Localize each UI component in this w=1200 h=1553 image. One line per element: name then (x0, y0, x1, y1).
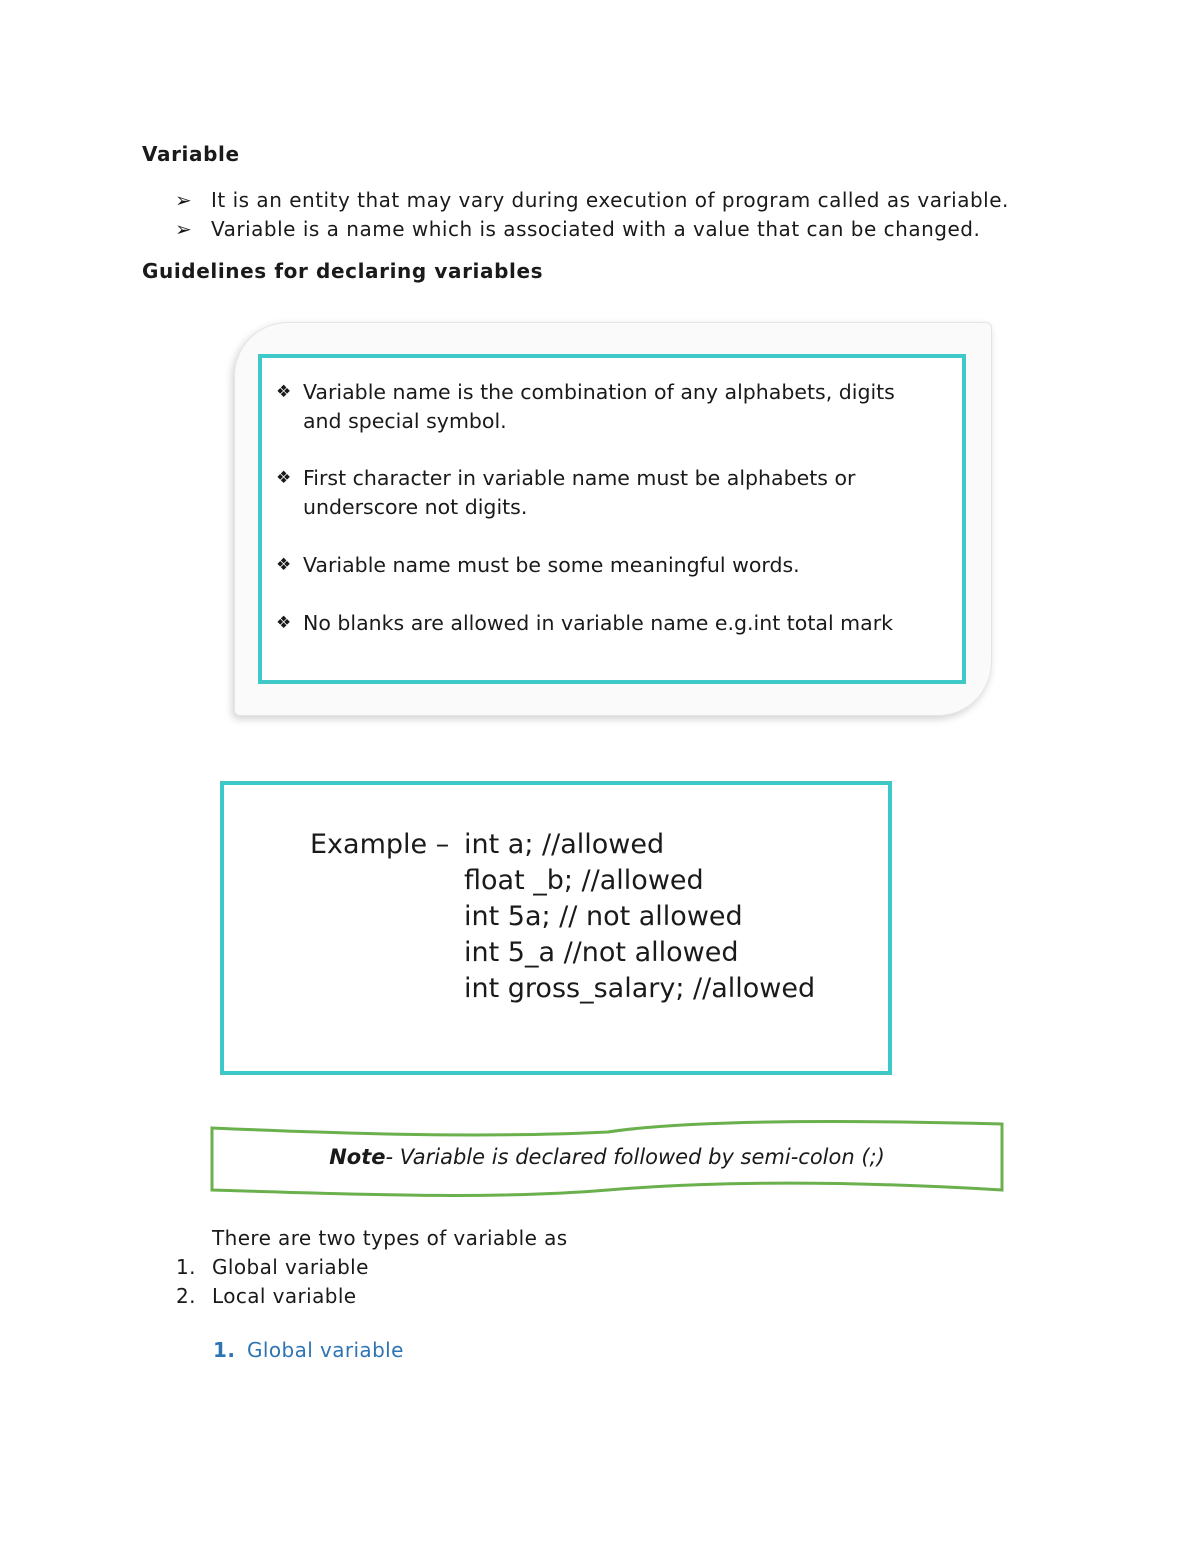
note-body: - Variable is declared followed by semi-colon (;) (385, 1145, 885, 1169)
definition-list (175, 186, 1009, 243)
subheading-global-variable (213, 1338, 404, 1362)
subheading-label: Global variable (247, 1338, 404, 1362)
guideline-rule (276, 609, 893, 638)
diamond-bullet-icon: ❖ (276, 468, 292, 488)
example-code-line: float _b; //allowed (464, 865, 704, 896)
rule-line: and special symbol. (303, 409, 507, 433)
example-code-line: int 5a; // not allowed (464, 901, 743, 932)
diamond-bullet-icon: ❖ (276, 555, 292, 575)
guideline-rule (276, 464, 855, 522)
heading-variable: Variable (142, 142, 240, 166)
arrow-bullet-icon: ➢ (175, 216, 193, 241)
example-code-line: int gross_salary; //allowed (464, 973, 816, 1004)
list-item (175, 215, 1009, 244)
types-intro: There are two types of variable as (212, 1226, 568, 1250)
list-item (175, 186, 1009, 215)
example-label: Example – (310, 829, 450, 860)
bullet-text: Variable is a name which is associated with a value that can be changed. (211, 216, 981, 241)
types-list (176, 1253, 369, 1310)
note-banner (208, 1118, 1006, 1198)
type-label: Local variable (212, 1283, 357, 1308)
guideline-rule (276, 551, 800, 580)
list-number: 1. (176, 1255, 196, 1279)
note-label: Note (329, 1145, 386, 1169)
note-text (208, 1145, 1006, 1169)
list-number: 2. (176, 1283, 196, 1308)
rule-line: Variable name is the combination of any alphabets, digits (303, 380, 895, 404)
guidelines-card (258, 354, 966, 684)
bullet-text: It is an entity that may vary during execution of program called as variable. (211, 188, 1009, 212)
type-label: Global variable (212, 1255, 369, 1279)
diamond-bullet-icon: ❖ (276, 613, 292, 633)
example-box (220, 781, 892, 1075)
heading-guidelines: Guidelines for declaring variables (142, 259, 544, 283)
subheading-number: 1. (213, 1338, 236, 1362)
diamond-bullet-icon: ❖ (276, 382, 292, 402)
guideline-rule (276, 378, 895, 436)
list-item (176, 1282, 369, 1311)
rule-line: First character in variable name must be alphabets or (303, 466, 856, 490)
rule-line: underscore not digits. (303, 495, 528, 519)
rule-line: No blanks are allowed in variable name e.g.int total mark (303, 611, 893, 635)
example-code-line: int a; //allowed (464, 829, 665, 860)
example-code-line: int 5_a //not allowed (464, 937, 739, 968)
rule-line: Variable name must be some meaningful words. (303, 553, 800, 577)
list-item (176, 1253, 369, 1282)
arrow-bullet-icon: ➢ (175, 188, 193, 212)
